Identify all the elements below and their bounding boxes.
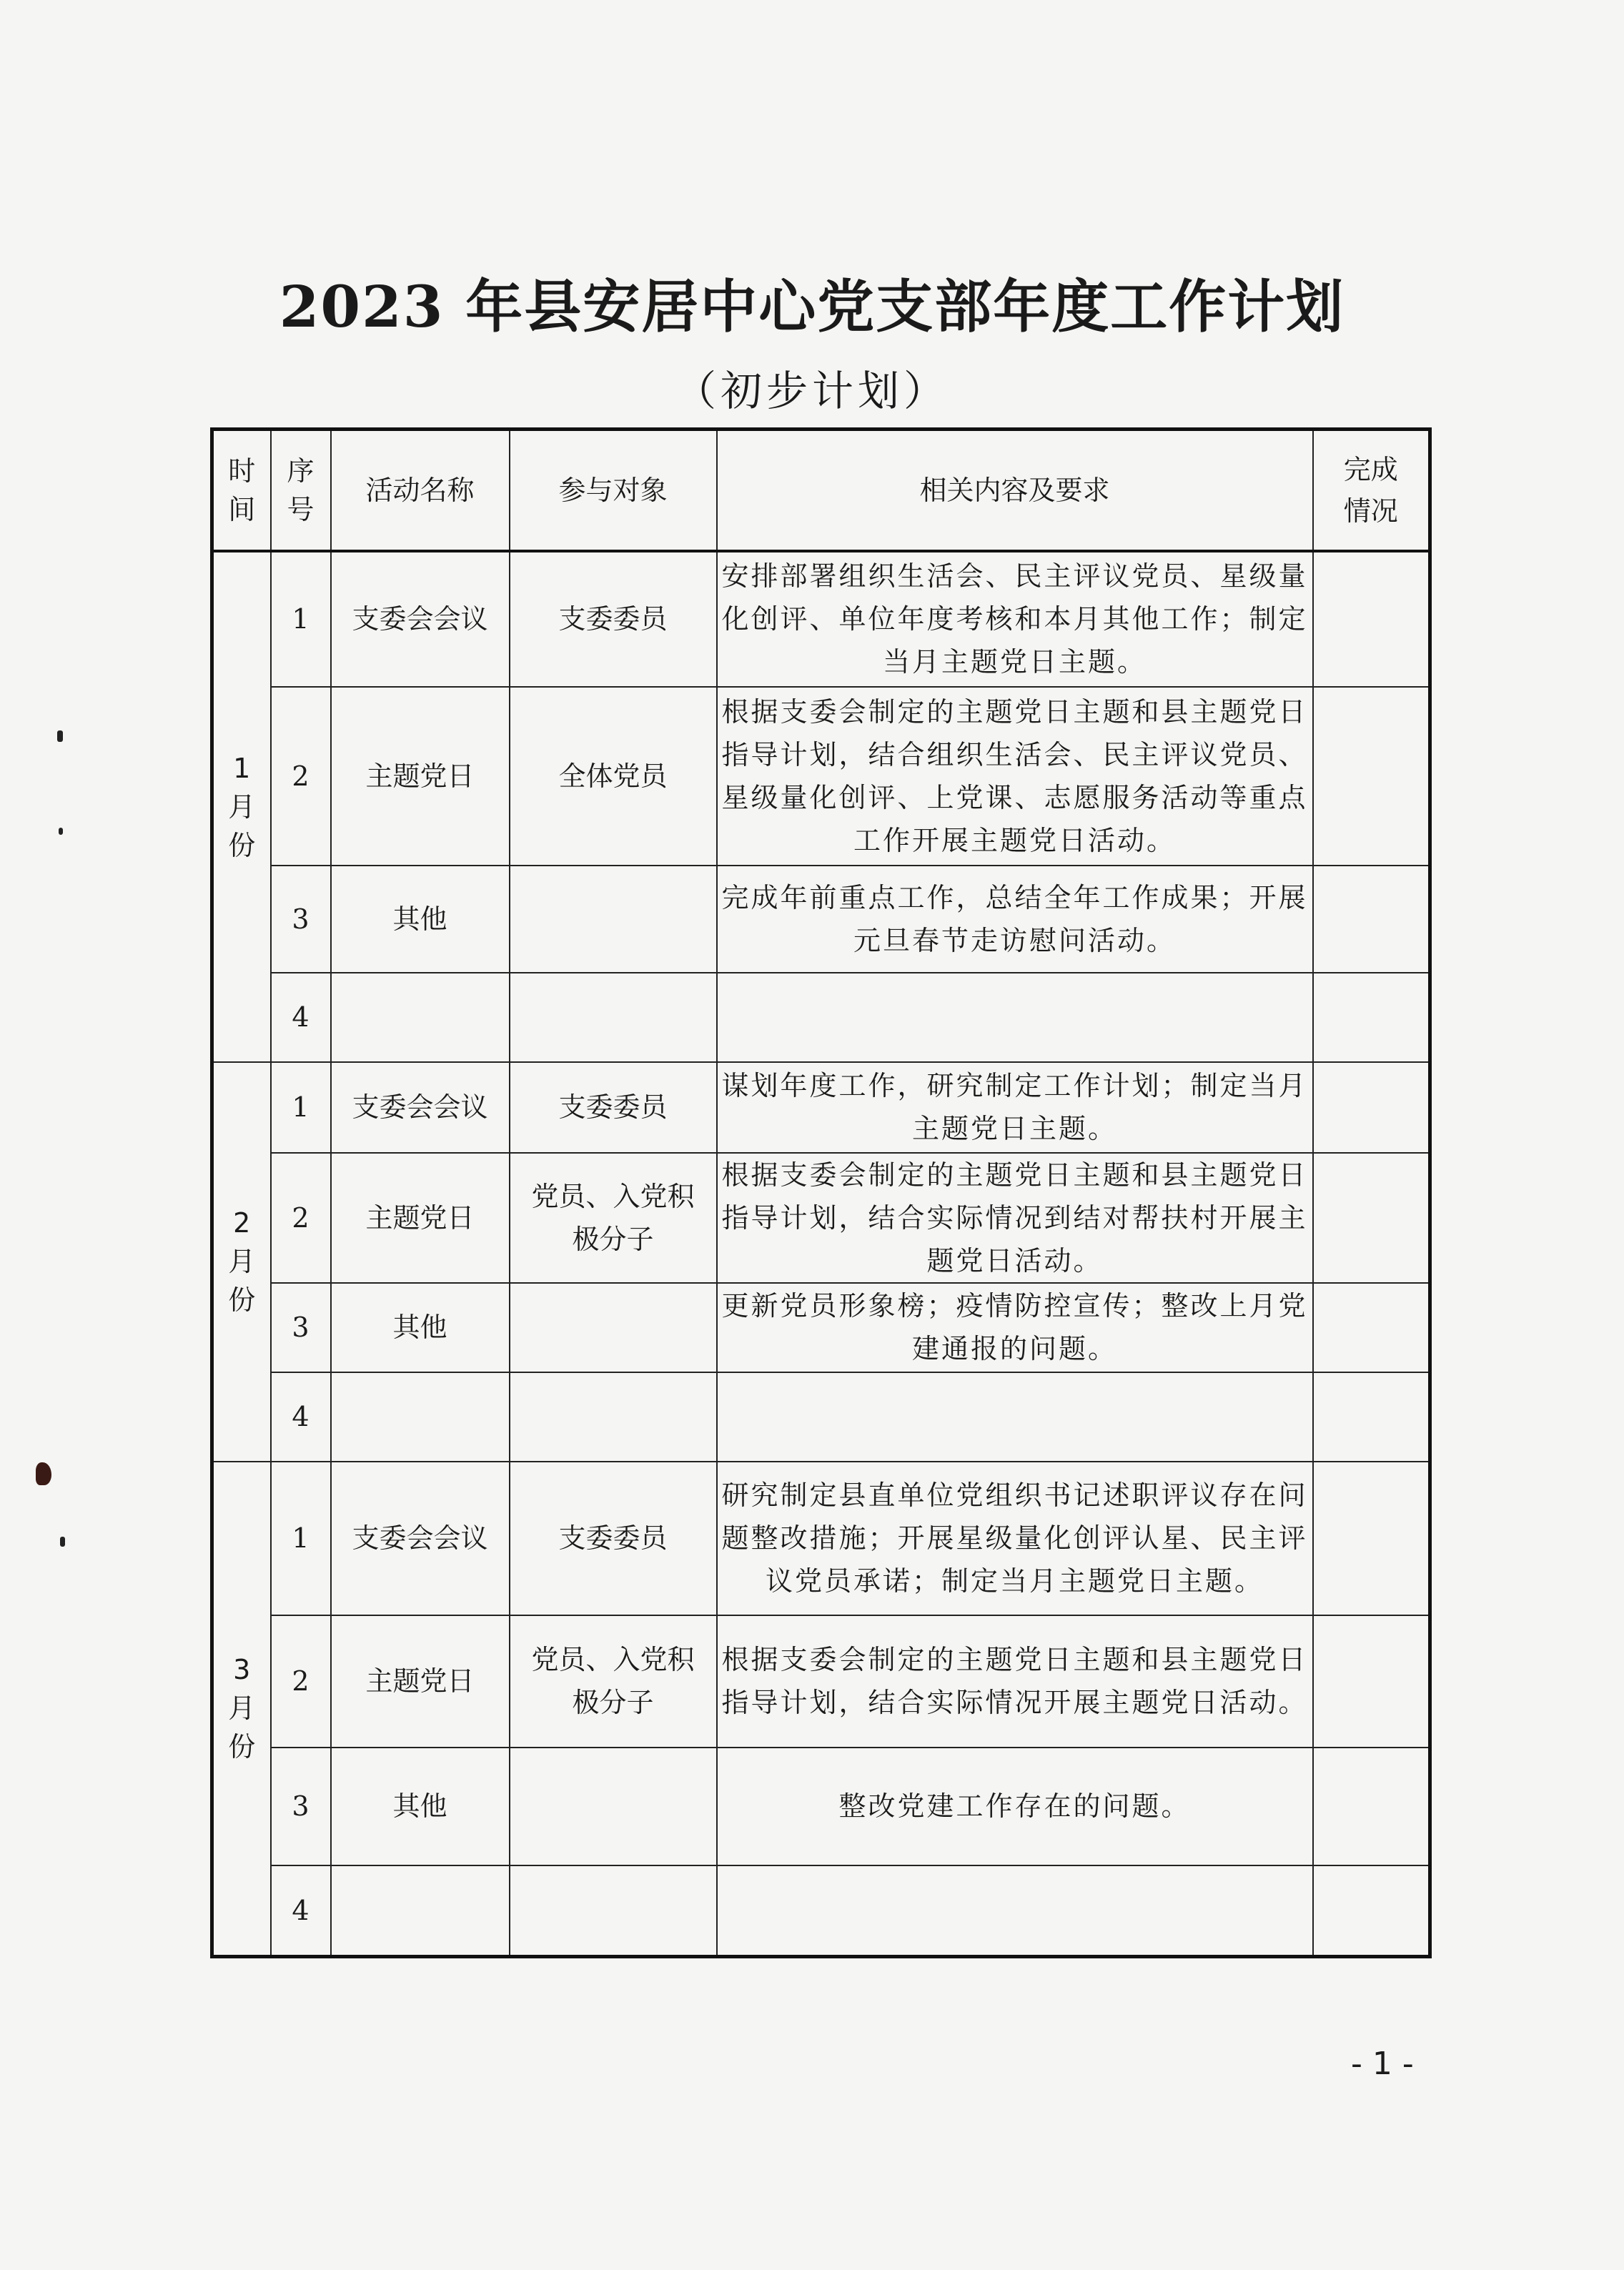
header-status: 完成情况 <box>1313 430 1430 551</box>
content-cell <box>717 973 1313 1062</box>
seq-cell: 3 <box>271 866 331 973</box>
status-cell <box>1313 973 1430 1062</box>
activity-cell <box>331 1865 510 1957</box>
content-cell <box>717 1865 1313 1957</box>
participants-cell: 支委委员 <box>510 1062 717 1153</box>
status-cell <box>1313 551 1430 687</box>
header-content: 相关内容及要求 <box>717 430 1313 551</box>
participants-cell <box>510 866 717 973</box>
seq-cell: 2 <box>271 1615 331 1748</box>
status-cell <box>1313 1153 1430 1283</box>
participants-cell: 全体党员 <box>510 687 717 866</box>
activity-cell <box>331 1372 510 1462</box>
content-cell <box>717 1372 1313 1462</box>
participants-cell <box>510 1748 717 1865</box>
activity-cell: 主题党日 <box>331 687 510 866</box>
activity-cell: 支委会会议 <box>331 1462 510 1615</box>
seq-cell: 4 <box>271 1372 331 1462</box>
table-row <box>212 973 1430 1062</box>
content-cell: 完成年前重点工作，总结全年工作成果；开展元旦春节走访慰问活动。 <box>717 866 1313 973</box>
content-cell: 更新党员形象榜；疫情防控宣传；整改上月党建通报的问题。 <box>717 1283 1313 1372</box>
seq-cell: 2 <box>271 687 331 866</box>
table-header-row <box>212 430 1430 551</box>
table-row <box>212 1615 1430 1748</box>
status-cell <box>1313 1748 1430 1865</box>
binding-mark <box>36 1462 51 1485</box>
header-activity: 活动名称 <box>331 430 510 551</box>
month-cell: 3月份 <box>212 1462 271 1957</box>
seq-cell: 4 <box>271 1865 331 1957</box>
participants-cell: 党员、入党积极分子 <box>510 1615 717 1748</box>
table-row <box>212 1748 1430 1865</box>
binding-mark <box>59 828 63 835</box>
document-title: 2023 年县安居中心党支部年度工作计划 <box>279 273 1345 340</box>
header-time: 时间 <box>212 430 271 551</box>
table-row <box>212 551 1430 687</box>
seq-cell: 1 <box>271 551 331 687</box>
table-row <box>212 1062 1430 1153</box>
participants-cell <box>510 1372 717 1462</box>
table-row <box>212 1865 1430 1957</box>
content-cell: 谋划年度工作，研究制定工作计划；制定当月主题党日主题。 <box>717 1062 1313 1153</box>
seq-cell: 4 <box>271 973 331 1062</box>
participants-cell <box>510 973 717 1062</box>
content-cell: 根据支委会制定的主题党日主题和县主题党日指导计划，结合实际情况到结对帮扶村开展主题党日活动。 <box>717 1153 1313 1283</box>
month-cell: 1月份 <box>212 551 271 1062</box>
content-cell: 根据支委会制定的主题党日主题和县主题党日指导计划，结合实际情况开展主题党日活动。 <box>717 1615 1313 1748</box>
month-cell: 2月份 <box>212 1062 271 1462</box>
table-row <box>212 687 1430 866</box>
page-number: - 1 - <box>1351 2046 1414 2082</box>
activity-cell: 主题党日 <box>331 1615 510 1748</box>
participants-cell: 支委委员 <box>510 1462 717 1615</box>
seq-cell: 3 <box>271 1283 331 1372</box>
participants-cell <box>510 1283 717 1372</box>
status-cell <box>1313 687 1430 866</box>
activity-cell: 主题党日 <box>331 1153 510 1283</box>
table-row <box>212 1283 1430 1372</box>
table-row <box>212 866 1430 973</box>
header-participants: 参与对象 <box>510 430 717 551</box>
table-row <box>212 1462 1430 1615</box>
table-row <box>212 1153 1430 1283</box>
status-cell <box>1313 866 1430 973</box>
participants-cell <box>510 1865 717 1957</box>
seq-cell: 3 <box>271 1748 331 1865</box>
seq-cell: 1 <box>271 1062 331 1153</box>
status-cell <box>1313 1865 1430 1957</box>
binding-mark <box>60 1537 65 1547</box>
binding-mark <box>57 730 63 742</box>
participants-cell: 党员、入党积极分子 <box>510 1153 717 1283</box>
seq-cell: 2 <box>271 1153 331 1283</box>
status-cell <box>1313 1283 1430 1372</box>
activity-cell: 其他 <box>331 1283 510 1372</box>
header-seq: 序号 <box>271 430 331 551</box>
table-row <box>212 1372 1430 1462</box>
document-subtitle: （初步计划） <box>674 367 949 415</box>
status-cell <box>1313 1372 1430 1462</box>
activity-cell: 支委会会议 <box>331 551 510 687</box>
work-plan-table <box>210 427 1432 1958</box>
activity-cell <box>331 973 510 1062</box>
content-cell: 整改党建工作存在的问题。 <box>717 1748 1313 1865</box>
content-cell: 安排部署组织生活会、民主评议党员、星级量化创评、单位年度考核和本月其他工作；制定当月主题党日主题。 <box>717 551 1313 687</box>
activity-cell: 其他 <box>331 1748 510 1865</box>
status-cell <box>1313 1062 1430 1153</box>
content-cell: 研究制定县直单位党组织书记述职评议存在问题整改措施；开展星级量化创评认星、民主评议党员承诺；制定当月主题党日主题。 <box>717 1462 1313 1615</box>
seq-cell: 1 <box>271 1462 331 1615</box>
content-cell: 根据支委会制定的主题党日主题和县主题党日指导计划，结合组织生活会、民主评议党员、星级量化创评、上党课、志愿服务活动等重点工作开展主题党日活动。 <box>717 687 1313 866</box>
activity-cell: 其他 <box>331 866 510 973</box>
participants-cell: 支委委员 <box>510 551 717 687</box>
status-cell <box>1313 1462 1430 1615</box>
activity-cell: 支委会会议 <box>331 1062 510 1153</box>
status-cell <box>1313 1615 1430 1748</box>
